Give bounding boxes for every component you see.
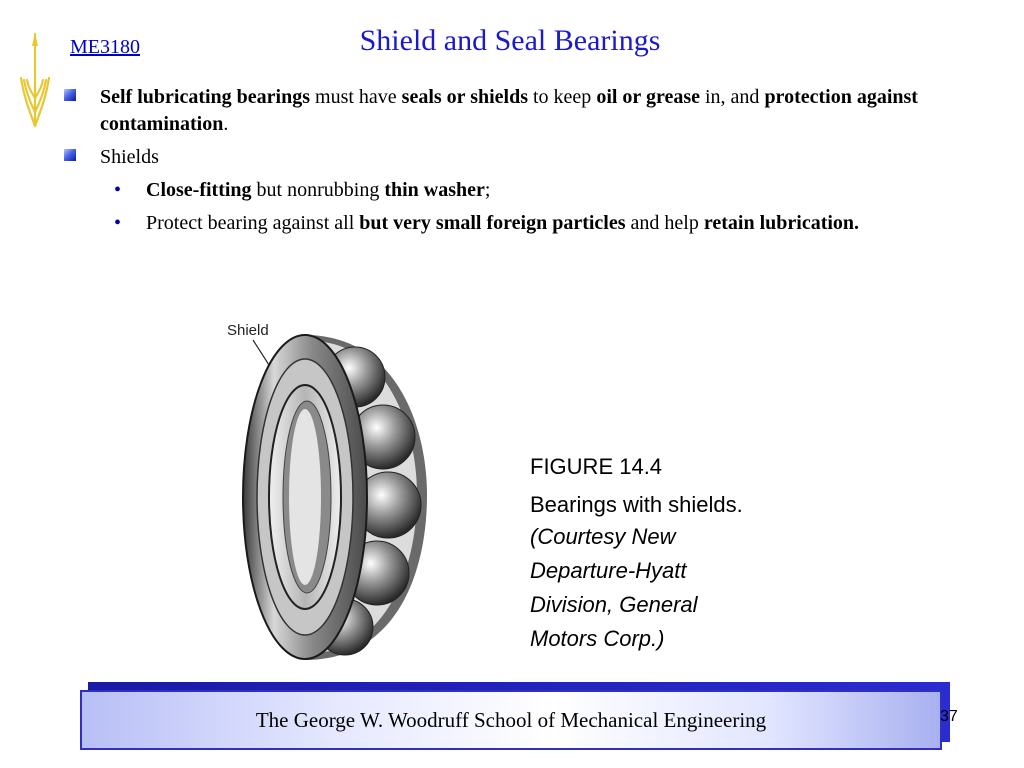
body-text: in, and [700, 86, 765, 108]
body-text: Shields [100, 146, 159, 168]
page-number: 37 [940, 708, 958, 725]
shield-callout-label: Shield [227, 322, 269, 339]
school-logo-icon [18, 32, 52, 128]
body-text: and help [625, 212, 704, 234]
emphasis-text: oil or grease [596, 86, 700, 108]
sub-bullet-item [60, 177, 960, 204]
body-text: but nonrubbing [251, 179, 385, 201]
bullet-item [60, 84, 960, 138]
figure-caption [530, 452, 830, 656]
figure-number: FIGURE 14.4 [530, 454, 663, 479]
emphasis-text: but very small foreign particles [359, 212, 626, 234]
sub-bullet-item [60, 210, 960, 237]
emphasis-text: Self lubricating bearings [100, 86, 311, 108]
bullet-list [60, 84, 960, 243]
body-text: to keep [528, 86, 597, 108]
body-text: . [223, 113, 229, 135]
emphasis-text: seals or shields [401, 86, 528, 108]
emphasis-text: Close-fitting [146, 179, 252, 201]
figure-caption-text: Bearings with shields. [530, 492, 743, 517]
square-bullet-icon [64, 149, 76, 161]
emphasis-text: thin washer [384, 179, 485, 201]
round-bullet-icon: • [114, 212, 122, 234]
footer-text: The George W. Woodruff School of Mechanical Engineering [255, 707, 767, 732]
slide-title: Shield and Seal Bearings [359, 24, 661, 57]
square-bullet-icon [64, 89, 76, 101]
course-code[interactable]: ME3180 [70, 36, 140, 58]
body-text: ; [484, 179, 491, 201]
footer-banner [80, 690, 942, 750]
body-text: Protect bearing against all [146, 212, 360, 234]
bearing-figure [205, 305, 475, 677]
emphasis-text: retain lubrication. [703, 212, 860, 234]
bullet-item [60, 144, 960, 171]
body-text: must have [310, 86, 402, 108]
emphasis-text: protection against contamination [100, 86, 918, 135]
round-bullet-icon: • [114, 179, 122, 201]
figure-credit: (Courtesy New Departure-Hyatt Division, General Motors Corp.) [530, 524, 698, 651]
